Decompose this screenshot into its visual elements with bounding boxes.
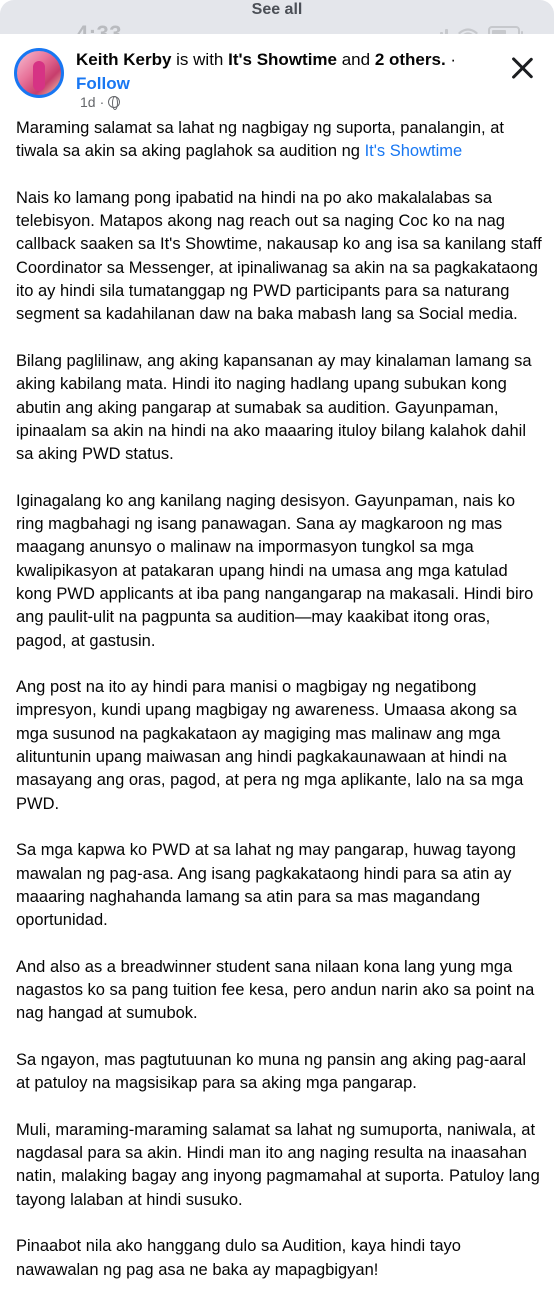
with-text: is with <box>171 50 229 69</box>
post-card <box>0 34 554 1279</box>
follow-button[interactable]: Follow <box>76 74 130 93</box>
see-all-banner[interactable] <box>0 0 554 34</box>
post-paragraph: Pinaabot nila ako hanggang dulo sa Audition, kaya hindi tayo nawawalan ng pag asa ne baka ay mapagbigyan! <box>16 1237 461 1279</box>
showtime-link[interactable]: It's Showtime <box>364 142 463 161</box>
and-text: and <box>337 50 375 69</box>
post-paragraph: And also as a breadwinner student sana nilaan kona lang yung mga nagastos ko sa pang tuition fee kesa, pero andun narin ako sa point na nag hangad at sumubok. <box>16 957 535 1023</box>
see-all-label[interactable]: See all <box>251 1 303 18</box>
avatar[interactable] <box>14 48 64 98</box>
globe-icon <box>108 96 120 108</box>
tagged-others[interactable]: 2 others. <box>374 50 446 69</box>
author-name[interactable]: Keith Kerby <box>76 50 172 69</box>
close-icon[interactable] <box>508 54 536 82</box>
meta-separator: · <box>99 94 105 110</box>
separator: · <box>445 50 457 69</box>
intro-text: Maraming salamat sa lahat ng nagbigay ng suporta, panalangin, at tiwala sa akin sa aking paglahok sa audition ng <box>16 119 504 161</box>
post-paragraph: Nais ko lamang pong ipabatid na hindi na po ako makalalabas sa telebisyon. Matapos akong nag reach out sa naging Coc ko na nag callback saaken sa It's Showtime, nakausap ko ang isa sa kanilang staff Coordinator sa Messenger, at ipinaliwanag sa akin na sa pagkakataong ito ay hindi sila tumatanggap ng PWD participants para sa naturang segment sa kadahilanan daw na baka mabash lang sa Social media. <box>16 188 542 324</box>
post-paragraph <box>16 117 544 164</box>
tagged-page[interactable]: It's Showtime <box>228 50 337 69</box>
post-paragraph: Sa mga kapwa ko PWD at sa lahat ng may pangarap, huwag tayong mawalan ng pag-asa. Ang isang pagkakataong hindi para sa atin ay maaaring naghahanda lamang sa atin para sa mas magandang oportunidad. <box>16 841 516 930</box>
post-meta <box>80 94 120 110</box>
post-paragraph: Ang post na ito ay hindi para manisi o magbigay ng negatibong impresyon, kundi upang magbigay ng awareness. Umaasa akong sa mga susunod na pagkakataon ay magiging mas malinaw ang mga alituntunin upang maiwasan ang hindi pagkakaunawaan at hindi na masayang ang oras, pagod, at pera ng mga aplikante, lalo na sa mga PWD. <box>16 678 524 813</box>
post-body <box>16 117 544 1305</box>
post-paragraph: Iginagalang ko ang kanilang naging desisyon. Gayunpaman, nais ko ring magbahagi ng isang panawagan. Sana ay magkaroon ng mas maagang anunsyo o malinaw na impormasyon tungkol sa mga kwalipikasyon at patakaran upang hindi na umasa ang mga katulad kong PWD applicants at iba pang nangangarap na makasali. Hindi biro ang paulit-ulit na pagpunta sa audition—may kaakibat itong oras, pagod, at gastusin. <box>16 491 534 650</box>
post-time[interactable]: 1d <box>80 94 96 110</box>
post-paragraph: Muli, maraming-maraming salamat sa lahat ng sumuporta, naniwala, at nagdasal para sa akin. Hindi man ito ang naging resulta na inaasahan natin, malaking bagay ang inyong pagmamahal at suporta. Patuloy lang tayong lalaban at hindi susuko. <box>16 1120 540 1209</box>
post-paragraph: Sa ngayon, mas pagtutuunan ko muna ng pansin ang aking pag-aaral at patuloy na magsisikap para sa aking mga pangarap. <box>16 1050 527 1093</box>
post-header <box>76 48 476 96</box>
post-paragraph: Bilang paglilinaw, ang aking kapansanan ay may kinalaman lamang sa aking kabilang mata. Hindi ito naging hadlang upang subukan kong abutin ang aking pangarap at sumabak sa audition. Gayunpaman, ipinaalam sa akin na hindi na ako maaaring ituloy bilang kalahok dahil sa aking PWD status. <box>16 351 532 464</box>
